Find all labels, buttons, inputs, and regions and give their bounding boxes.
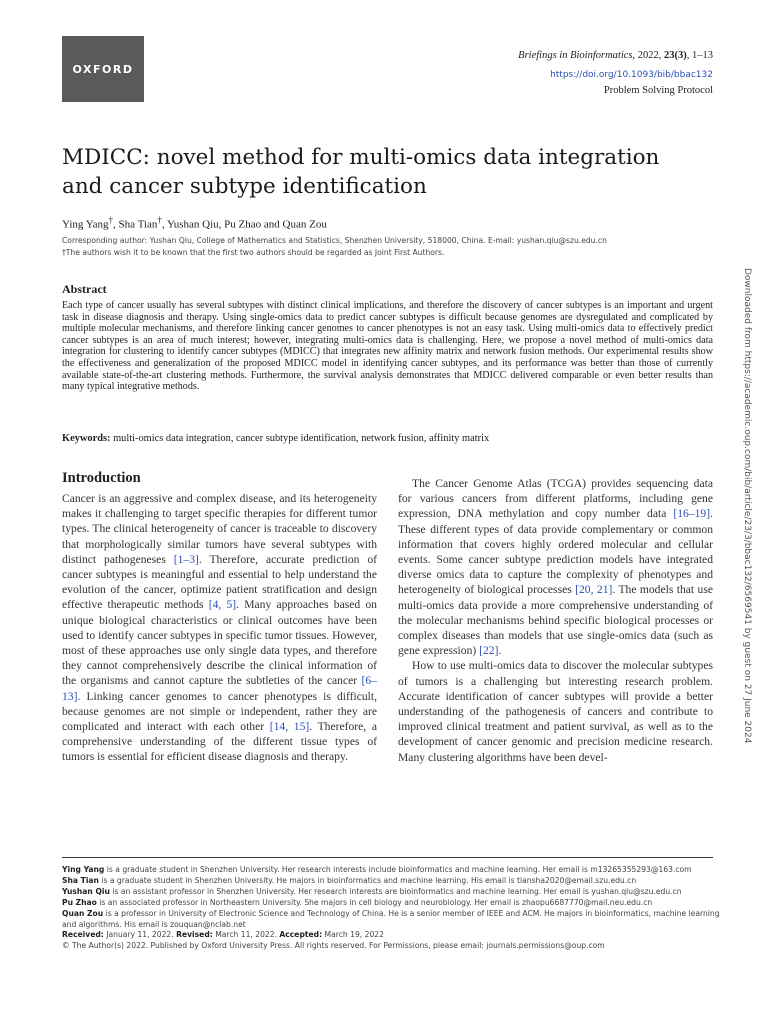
journal-year: , 2022,: [632, 50, 664, 61]
text-run: . Many approaches based on unique biological characteristics or clinical outcomes have been used to identify cancer subtypes in specific tumor tissues. However, most of these approaches use only single data types, and therefore they cannot comprehensively describe the clinical information of the organisms and cannot capture the subtleties of the cancer: [62, 598, 377, 688]
accepted-label: Accepted:: [279, 930, 323, 940]
footnote-name: Pu Zhao: [62, 897, 97, 907]
author-footnotes: [62, 865, 722, 952]
text-run: How to use multi-omics data to discover the molecular subtypes of tumors is a challenging but interesting research problem. Accurate identification of cancer subtypes will provide a better understanding of the pathogenesis of cancers and contribute to improved clinical treatment and patient survival, as well as to the development of cancer genomic and precision medicine research. Many clustering algorithms have been devel-: [398, 659, 713, 764]
footnote-name: Ying Yang: [62, 865, 105, 874]
other-authors: , Yushan Qiu, Pu Zhao and Quan Zou: [161, 218, 327, 231]
text-run: . Therefore, a comprehensive understanding of the different tissue types of tumors is essential for efficient disease diagnosis and therapy.: [62, 720, 377, 764]
footnote-text: is an assistant professor in Shenzhen University. Her research interests are bioinformatics and machine learning. Her email is yushan.qiu@szu.edu.cn: [109, 886, 682, 896]
footnote-name: Sha Tian: [62, 875, 99, 885]
accepted-date: March 19, 2022: [322, 930, 384, 940]
intro-paragraph-3: [398, 658, 713, 764]
oxford-logo: [62, 36, 144, 102]
citation-link[interactable]: [6–13]: [62, 674, 377, 703]
keywords-text: multi-omics data integration, cancer subtype identification, network fusion, affinity matrix: [110, 433, 490, 444]
received-label: Received:: [62, 930, 104, 940]
citation-link[interactable]: [16–19]: [673, 507, 711, 521]
journal-volume: 23(3): [664, 50, 687, 61]
citation-link[interactable]: [1–3]: [173, 552, 199, 566]
citation-link[interactable]: [14, 15]: [269, 720, 310, 734]
intro-paragraph-2: [398, 476, 713, 658]
author-2-mark: †: [157, 215, 162, 225]
text-run: . Linking cancer genomes to cancer phenotypes is difficult, because genomes are not simple or independent, rather they are complicated and interact with each other: [62, 689, 377, 734]
author-list: [62, 215, 327, 231]
page-title: [62, 143, 722, 201]
author-1: Ying Yang: [62, 218, 109, 231]
revised-label: Revised:: [176, 930, 213, 940]
abstract-heading: Abstract: [62, 282, 107, 296]
introduction-heading: Introduction: [62, 470, 141, 486]
revised-date: March 11, 2022.: [212, 930, 280, 940]
footnote-name: Quan Zou: [62, 908, 104, 918]
keywords: [62, 433, 722, 444]
footnote-author-4: [62, 898, 722, 909]
intro-paragraph-1: [62, 491, 377, 765]
footnote-author-2: [62, 876, 722, 887]
keywords-label: Keywords:: [62, 433, 111, 444]
author-2: Sha Tian: [118, 218, 158, 231]
footnote-text: is a professor in University of Electronic Science and Technology of China. He is a senior member of IEEE and ACM. He majors in bioinformatics, machine learning and algorithms. His email is zouquan@nclab.net: [62, 908, 720, 929]
download-watermark: [740, 268, 754, 754]
download-watermark-text: Downloaded from https://academic.oup.com/bib/article/23/3/bbac132/6569541 by guest on 27 June 2024: [742, 268, 752, 744]
corresponding-author: Corresponding author: Yushan Qiu, College of Mathematics and Statistics, Shenzhen University, 518000, China. E-mail: yushan.qiu@szu.edu.cn: [62, 236, 607, 245]
text-run: Cancer is an aggressive and complex disease, and its heterogeneity makes it challenging to target specific therapies for different tumor types. The clinical heterogeneity of cancer is traceable to discovery that morphologically similar tumors have several subtypes with distinct pathogeneses: [62, 492, 377, 566]
title-line-1: MDICC: novel method for multi-omics data integration: [62, 145, 660, 170]
citation-link[interactable]: [22]: [479, 644, 499, 658]
title-line-2: and cancer subtype identification: [62, 174, 427, 199]
text-run: . The models that use multi-omics data provide a more comprehensive understanding of the molecular mechanisms behind specific biological processes or complex diseases than models that use single-omics data (such as gene expression): [398, 583, 713, 658]
joint-first-authors-note: †The authors wish it to be known that the first two authors should be regarded as Joint First Authors.: [62, 248, 445, 257]
citation-link[interactable]: [20, 21]: [575, 583, 613, 597]
footnote-name: Yushan Qiu: [62, 886, 110, 896]
text-run: The Cancer Genome Atlas (TCGA) provides sequencing data for various cancers from different platforms, including gene expression, DNA methylation and copy number data: [398, 477, 713, 521]
logo-text: OXFORD: [72, 62, 134, 76]
footnote-divider: [62, 857, 713, 858]
footnote-text: is a graduate student in Shenzhen University. He majors in bioinformatics and machine learning. His email is tiansha2020@email.szu.edu.cn: [98, 875, 637, 885]
journal-name: Briefings in Bioinformatics: [518, 50, 633, 61]
journal-citation: [518, 50, 713, 61]
text-run: . Therefore, accurate prediction of cancer subtypes is meaningful and essential to help understand the evolution of the cancer, optimize patient stratification and design effective therapeutic methods: [62, 552, 378, 612]
text-run: .: [498, 644, 502, 658]
abstract-text: Each type of cancer usually has several subtypes with distinct clinical implications, and therefore the discovery of cancer subtypes is an important and urgent task in disease diagnosis and therapy. Using single-omics data to predict cancer subtypes is difficult because genomes are dysregulated and complicated by multiple molecular mechanisms, and therefore linking cancer genomes to cancer phenotypes is not an easy task. Using multi-omics data to effectively predict cancer subtypes is an area of much interest; however, integrating multi-omics data is challenging. Here, we propose a novel method of multi-omics data integration for clustering to identify cancer subtypes (MDICC) that integrates new affinity matrix and network fusion methods. Our experimental results show the effectiveness and generalization of the proposed MDICC model in identifying cancer subtypes, and its performance was better than those of currently available state-of-the-art clustering methods. Furthermore, the survival analysis demonstrates that MDICC delivered comparable or even better results than many typical integrative methods.: [62, 300, 713, 393]
article-type: Problem Solving Protocol: [603, 85, 713, 96]
author-1-mark: †: [108, 215, 114, 225]
footnote-author-3: [62, 887, 722, 898]
copyright-notice: © The Author(s) 2022. Published by Oxford University Press. All rights reserved. For Permissions, please email: journals.permissions@oup.com: [62, 941, 605, 951]
received-date: January 11, 2022.: [103, 930, 177, 940]
footnote-author-1: [62, 865, 722, 876]
doi-link[interactable]: https://doi.org/10.1093/bib/bbac132: [550, 70, 713, 80]
intro-column-right: [398, 476, 713, 765]
footnote-text: is an associated professor in Northeastern University. She majors in cell biology and neurobiology. Her email is zhaopu6687770@mail.neu.edu.cn: [96, 897, 653, 907]
journal-pages: , 1–13: [686, 50, 713, 61]
author-separator: ,: [113, 218, 119, 231]
intro-column-left: [62, 491, 377, 765]
footnote-author-5: [62, 909, 722, 931]
footnote-text: is a graduate student in Shenzhen University. Her research interests include bioinformatics and machine learning. Her email is m13265355293@163.com: [104, 865, 692, 874]
article-dates: [62, 930, 722, 941]
text-run: . These different types of data provide complementary or common information that covers highly ordered molecular and cellular events. Some cancer subtype prediction models have integrated diverse omics data to capture the complexity of phenotypes and heterogeneity of biological processes: [398, 507, 713, 597]
citation-link[interactable]: [4, 5]: [208, 598, 237, 612]
